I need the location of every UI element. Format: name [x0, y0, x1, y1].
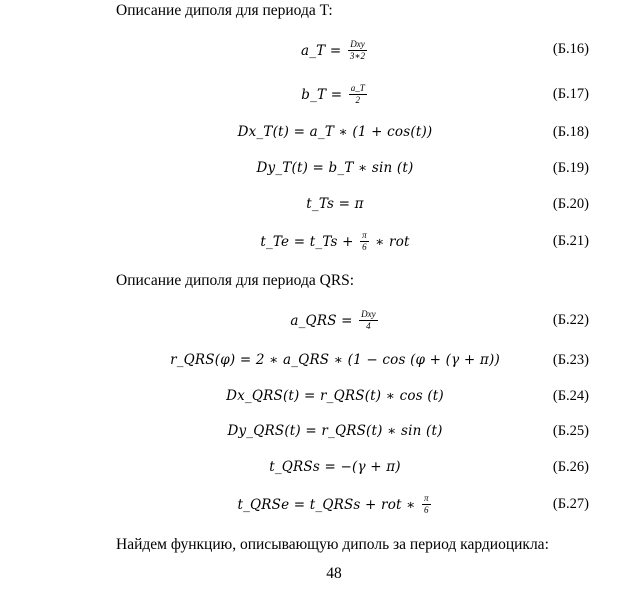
- equation-b24-number: (Б.24): [552, 388, 589, 404]
- equation-b27-denominator: 6: [424, 505, 429, 515]
- equation-b21-number: (Б.21): [552, 233, 589, 249]
- equation-b27: [120, 494, 550, 517]
- equation-b16-denominator: 3∗2: [349, 51, 366, 61]
- section-heading-t: Описание диполя для периода T:: [116, 2, 333, 19]
- section-heading-qrs: Описание диполя для периода QRS:: [116, 272, 355, 289]
- equation-b17-fraction: [349, 83, 367, 106]
- page-number: 48: [326, 565, 342, 582]
- equation-b22-fraction: [359, 309, 378, 332]
- equation-b18-number: (Б.18): [552, 124, 589, 140]
- equation-b19-text: Dy_T(t) = b_T ∗ sin (t): [256, 160, 414, 176]
- equation-b24-text: Dx_QRS(t) = r_QRS(t) ∗ cos (t): [226, 388, 444, 404]
- equation-b21: [120, 231, 550, 254]
- equation-b17-numerator: a_T: [350, 83, 365, 93]
- equation-b17: [120, 84, 550, 107]
- equation-b18-text: Dx_T(t) = a_T ∗ (1 + cos(t)): [237, 124, 433, 140]
- equation-b17-number: (Б.17): [552, 86, 589, 102]
- equation-b27-fraction: [422, 493, 431, 516]
- equation-b16: [120, 40, 550, 63]
- equation-b25: [120, 423, 550, 440]
- equation-b22-lhs: a_QRS =: [290, 312, 358, 329]
- equation-b27-numerator: π: [424, 493, 429, 503]
- equation-b27-number: (Б.27): [552, 496, 589, 512]
- equation-b21-tail: ∗ rot: [370, 233, 410, 250]
- equation-b17-denominator: 2: [355, 95, 360, 105]
- equation-b17-lhs: b_T =: [301, 86, 347, 103]
- equation-b16-number: (Б.16): [552, 41, 589, 57]
- equation-b19-number: (Б.19): [552, 160, 589, 176]
- equation-b21-denominator: 6: [362, 242, 367, 252]
- equation-b22-denominator: 4: [366, 321, 371, 331]
- equation-b23-text: r_QRS(φ) = 2 ∗ a_QRS ∗ (1 − cos (φ + (γ + π)): [170, 352, 500, 368]
- equation-b25-text: Dy_QRS(t) = r_QRS(t) ∗ sin (t): [227, 423, 443, 439]
- equation-b21-fraction: [360, 230, 369, 253]
- equation-b23: [120, 352, 550, 369]
- equation-b20-text: t_Ts = π: [306, 196, 364, 212]
- equation-b23-number: (Б.23): [552, 352, 589, 368]
- equation-b16-lhs: a_T =: [300, 42, 346, 59]
- equation-b27-lhs: t_QRSe = t_QRSs + rot ∗: [237, 496, 421, 513]
- equation-b22-numerator: Dxy: [361, 309, 376, 319]
- equation-b21-lhs: t_Te = t_Ts +: [260, 233, 359, 250]
- equation-b20: [120, 196, 550, 213]
- equation-b20-number: (Б.20): [552, 196, 589, 212]
- equation-b22-number: (Б.22): [552, 312, 589, 328]
- equation-b24: [120, 388, 550, 405]
- equation-b26-text: t_QRSs = −(γ + π): [269, 459, 401, 475]
- equation-b16-fraction: [348, 39, 367, 62]
- equation-b22: [120, 310, 550, 333]
- equation-b16-numerator: Dxy: [348, 39, 367, 51]
- equation-b18: [120, 124, 550, 141]
- closing-paragraph: Найдем функцию, описывающую диполь за период кардиоцикла:: [116, 536, 549, 553]
- equation-b19: [120, 160, 550, 177]
- equation-b21-numerator: π: [362, 230, 367, 240]
- equation-b25-number: (Б.25): [552, 423, 589, 439]
- equation-b26: [120, 459, 550, 476]
- equation-b26-number: (Б.26): [552, 459, 589, 475]
